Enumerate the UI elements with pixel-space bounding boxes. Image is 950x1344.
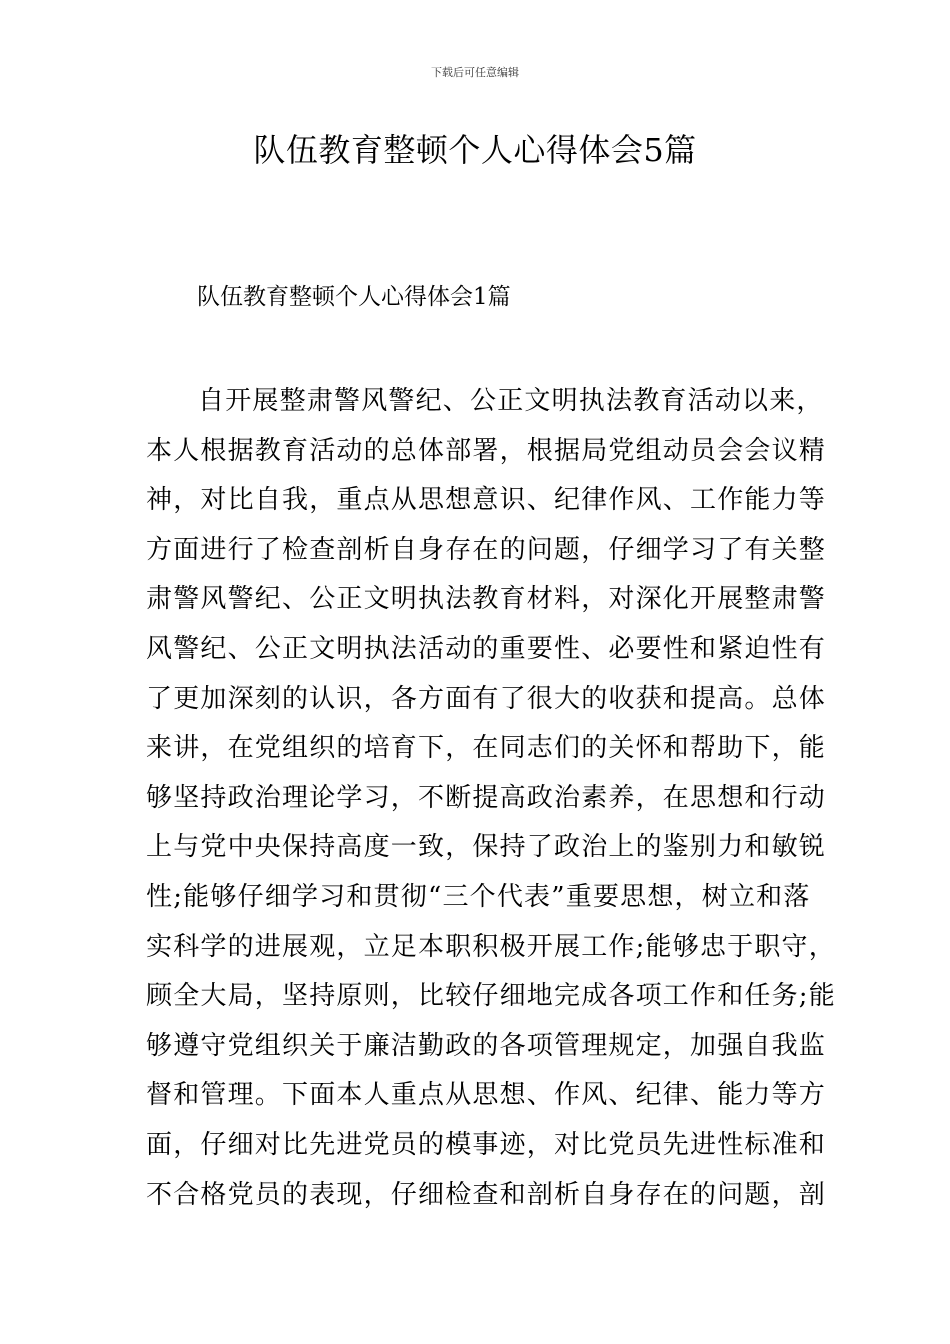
body-line: 神，对比自我，重点从思想意识、纪律作风、工作能力等 (146, 485, 827, 516)
body-line: 督和管理。下面本人重点从思想、作风、纪律、能力等方 (146, 1080, 827, 1111)
body-line: 面，仔细对比先进党员的模事迹，对比党员先进性标准和 (146, 1129, 827, 1160)
body-line: 本人根据教育活动的总体部署，根据局党组动员会会议精 (146, 435, 827, 466)
body-line: 够坚持政治理论学习，不断提高政治素养，在思想和行动 (146, 782, 827, 813)
body-paragraph (146, 377, 836, 1220)
body-line: 上与党中央保持高度一致，保持了政治上的鉴别力和敏锐 (146, 832, 827, 863)
section-heading: 队伍教育整顿个人心得体会1篇 (197, 284, 511, 310)
body-line: 不合格党员的表现，仔细检查和剖析自身存在的问题，剖 (146, 1179, 827, 1210)
body-line: 实科学的进展观，立足本职积极开展工作;能够忠于职守， (146, 931, 836, 962)
body-line: 风警纪、公正文明执法活动的重要性、必要性和紧迫性有 (146, 633, 827, 664)
body-line: 够遵守党组织关于廉洁勤政的各项管理规定，加强自我监 (146, 1030, 827, 1061)
body-line: 肃警风警纪、公正文明执法教育材料，对深化开展整肃警 (146, 584, 827, 615)
body-line: 了更加深刻的认识，各方面有了很大的收获和提高。总体 (146, 683, 827, 714)
body-line: 方面进行了检查剖析自身存在的问题，仔细学习了有关整 (146, 534, 827, 565)
header-note: 下载后可任意编辑 (431, 66, 519, 79)
body-line: 顾全大局，坚持原则，比较仔细地完成各项工作和任务;能 (146, 981, 836, 1012)
body-line: 性;能够仔细学习和贯彻“三个代表”重要思想，树立和落 (146, 881, 811, 912)
body-line: 来讲，在党组织的培育下，在同志们的关怀和帮助下，能 (146, 733, 827, 764)
body-line: 自开展整肃警风警纪、公正文明执法教育活动以来， (198, 386, 824, 416)
document-title: 队伍教育整顿个人心得体会5篇 (253, 131, 697, 169)
